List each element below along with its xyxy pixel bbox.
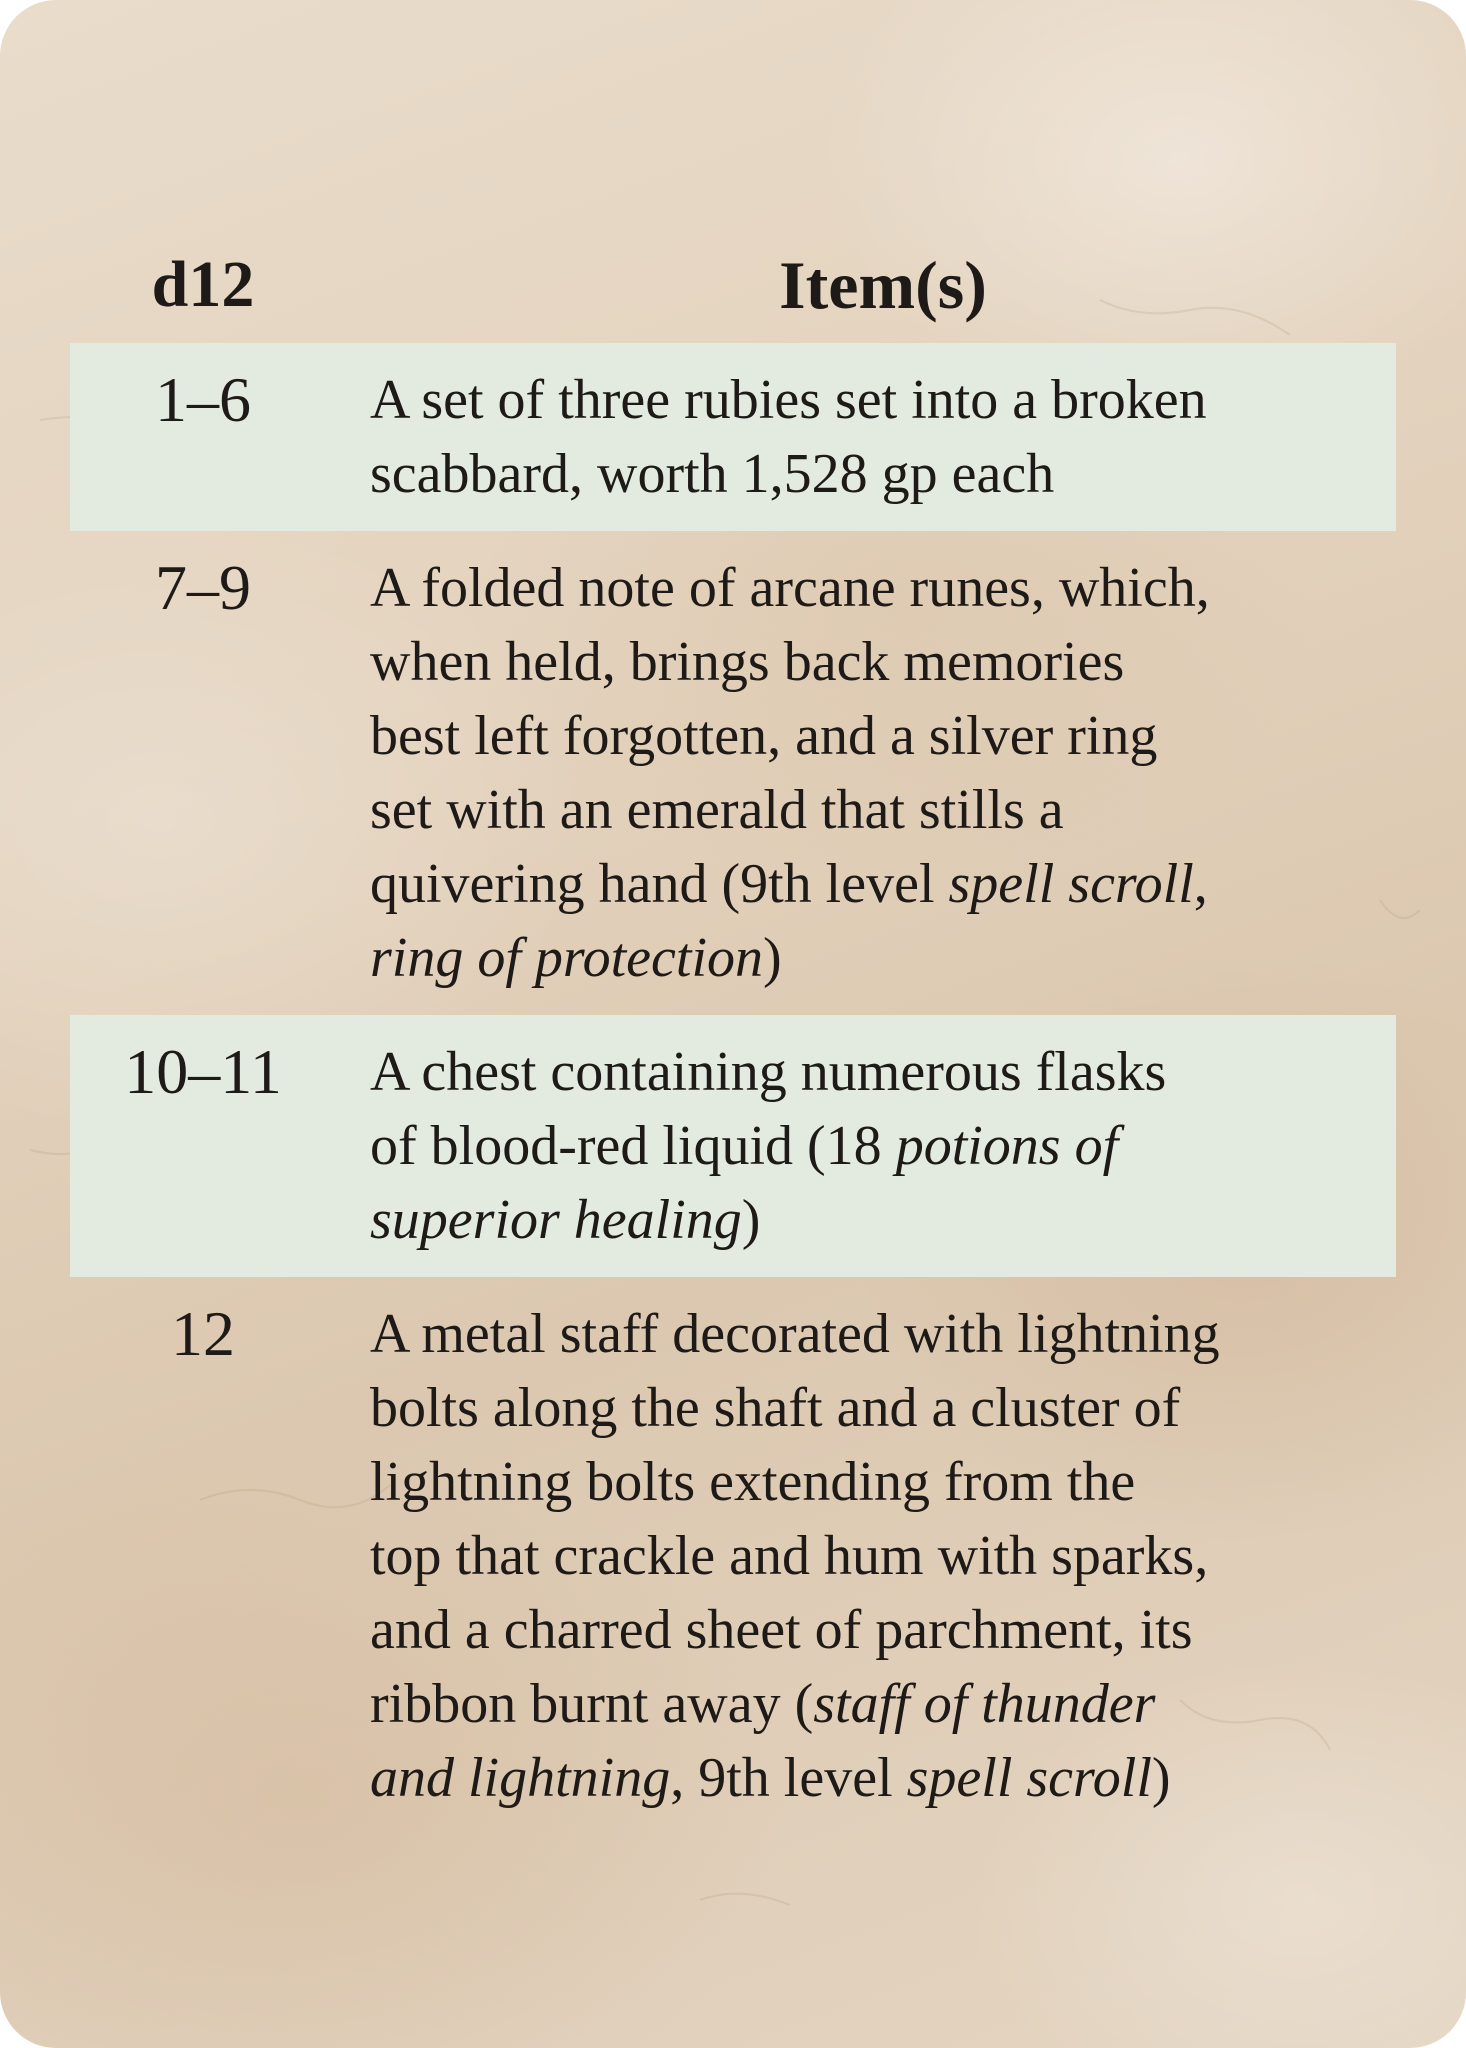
description-text: A metal staff decorated with lightning	[370, 1303, 1220, 1365]
description-line	[370, 551, 1380, 625]
description-text: )	[763, 927, 782, 989]
description-text: top that crackle and hum with sparks,	[370, 1525, 1209, 1587]
description-line	[370, 1183, 1380, 1257]
item-name-italic: superior healing	[370, 1189, 742, 1251]
description-text: best left forgotten, and a silver ring	[370, 705, 1158, 767]
item-description	[370, 551, 1380, 995]
description-line	[370, 625, 1380, 699]
loot-table	[70, 240, 1396, 1835]
description-line	[370, 1035, 1380, 1109]
description-line	[370, 921, 1380, 995]
description-line	[370, 1741, 1380, 1815]
table-row	[70, 1015, 1396, 1277]
item-name-italic: staff of thunder	[813, 1673, 1156, 1735]
description-text: bolts along the shaft and a cluster of	[370, 1377, 1181, 1439]
description-text: and a charred sheet of parchment, its	[370, 1599, 1193, 1661]
roll-range: 1–6	[155, 364, 251, 435]
description-line	[370, 1519, 1380, 1593]
description-line	[370, 699, 1380, 773]
description-text: of blood-red liquid (18	[370, 1115, 896, 1177]
description-line	[370, 1297, 1380, 1371]
description-text: ribbon burnt away (	[370, 1673, 814, 1735]
description-line	[370, 1445, 1380, 1519]
item-name-italic: ring of protection	[370, 927, 764, 989]
description-line	[370, 847, 1380, 921]
roll-range: 12	[171, 1298, 235, 1369]
table-header	[70, 240, 1396, 343]
roll-range: 7–9	[155, 552, 251, 623]
roll-column-header: d12	[151, 248, 255, 321]
description-text: set with an emerald that stills a	[370, 779, 1064, 841]
description-text: scabbard, worth 1,528 gp each	[370, 443, 1055, 505]
item-description	[370, 1297, 1380, 1815]
description-line	[370, 1667, 1380, 1741]
description-line	[370, 363, 1380, 437]
description-line	[370, 1371, 1380, 1445]
description-text: ,	[1193, 853, 1208, 915]
table-row	[70, 1277, 1396, 1835]
description-line	[370, 437, 1380, 511]
roll-range: 10–11	[124, 1036, 282, 1107]
table-row	[70, 343, 1396, 531]
item-description	[370, 363, 1380, 511]
table-row	[70, 531, 1396, 1015]
description-line	[370, 773, 1380, 847]
item-name-italic: potions of	[895, 1115, 1119, 1177]
description-line	[370, 1593, 1380, 1667]
item-name-italic: spell scroll	[906, 1747, 1152, 1809]
item-name-italic: and lightning	[370, 1747, 671, 1809]
description-text: when held, brings back memories	[370, 631, 1125, 693]
description-text: )	[1151, 1747, 1171, 1809]
description-text: quivering hand (9th level	[370, 853, 949, 915]
table-body	[70, 343, 1396, 1835]
description-text: lightning bolts extending from the	[370, 1451, 1136, 1513]
description-line	[370, 1109, 1380, 1183]
description-text: A folded note of arcane runes, which,	[370, 557, 1210, 619]
description-text: A chest containing numerous flasks	[370, 1041, 1167, 1103]
item-name-italic: spell scroll	[948, 853, 1194, 915]
description-text: )	[741, 1189, 761, 1251]
item-description	[370, 1035, 1380, 1257]
description-text: A set of three rubies set into a broken	[370, 369, 1207, 431]
item-column-header: Item(s)	[779, 247, 987, 323]
description-text: , 9th level	[670, 1747, 907, 1809]
